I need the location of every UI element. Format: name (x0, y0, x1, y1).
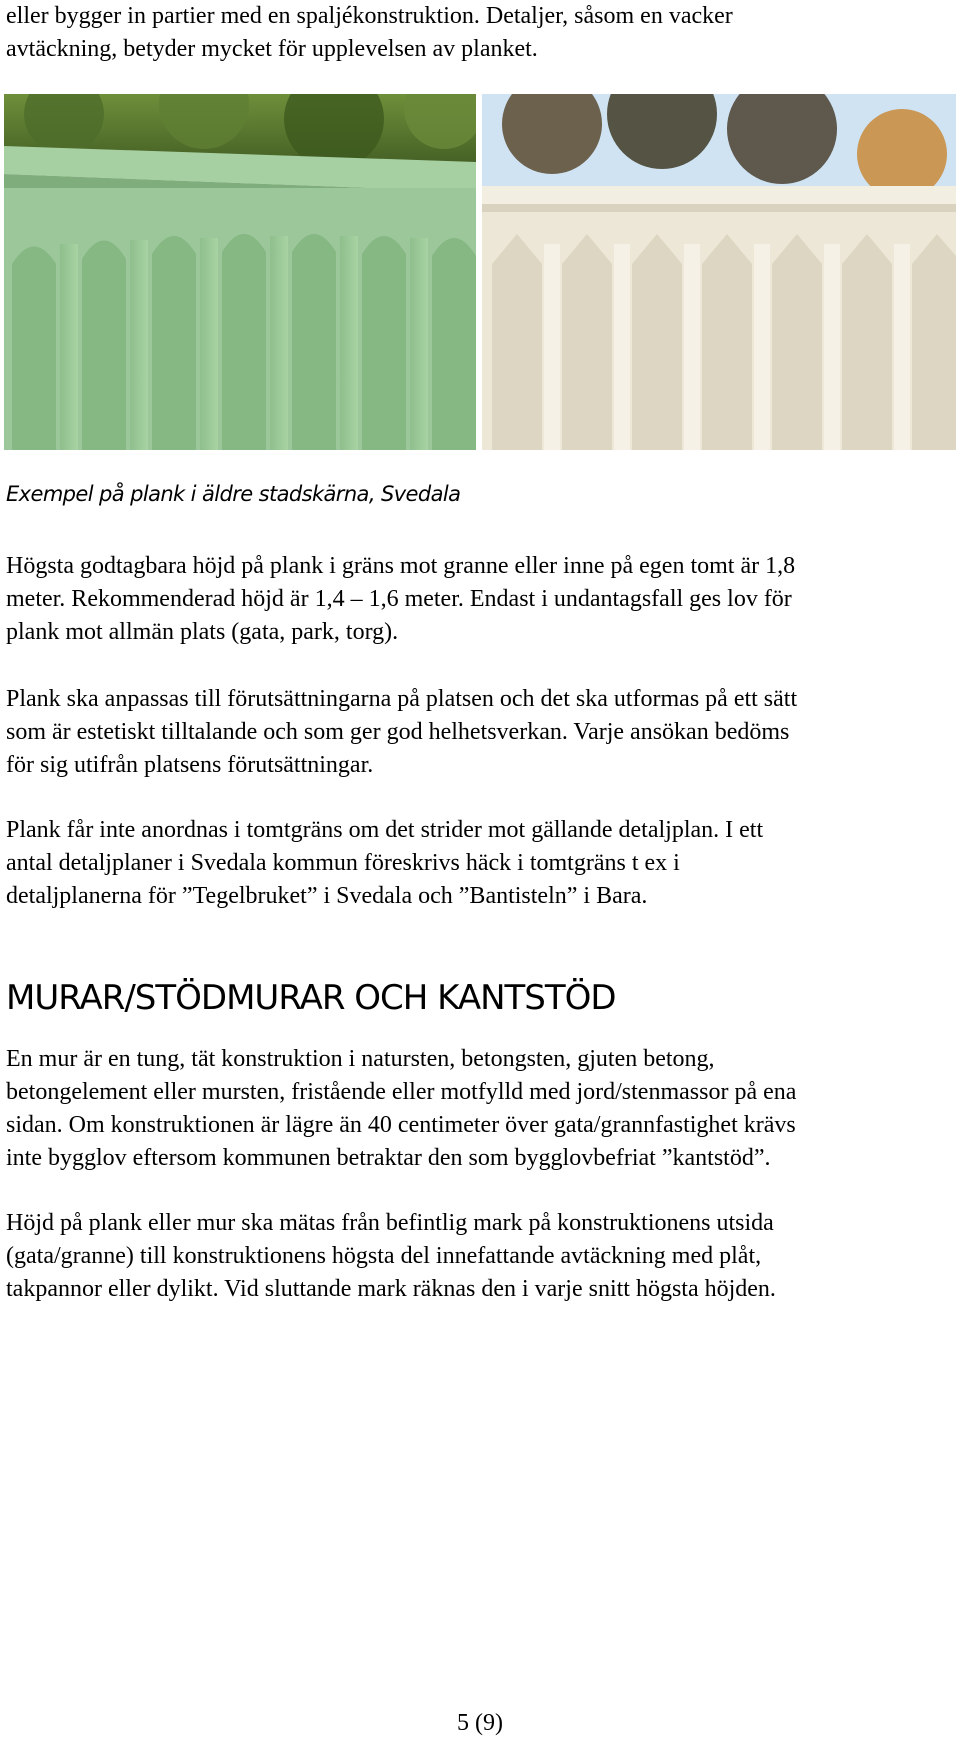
page-number: 5 (9) (457, 1710, 503, 1736)
body-paragraph: Höjd på plank eller mur ska mätas från befintlig mark på konstruktionens utsida (gata/granne) till konstruktionens högsta del innefattande avtäckning med plåt, takpannor eller dylikt. Vid sluttande mark räknas den i varje snitt högsta höjden. (6, 1210, 776, 1302)
body-paragraph: Plank får inte anordnas i tomtgräns om det strider mot gällande detaljplan. I ett antal detaljplaner i Svedala kommun föreskrivs häck i tomtgräns t ex i detaljplanerna för ”Tegelbruket” i Svedala och ”Bantisteln” i Bara. (6, 817, 764, 909)
green-fence-photo (4, 94, 476, 450)
intro-line: avtäckning, betyder mycket för upplevelsen av planket. (6, 36, 538, 62)
intro-paragraph (6, 0, 946, 66)
body-paragraph: En mur är en tung, tät konstruktion i natursten, betongsten, gjuten betong, betongelement eller mursten, fristående eller motfylld med jord/stenmassor på ena sidan. Om konstruktionen är lägre än 40 centimeter över gata/grannfastighet krävs inte bygglov eftersom kommunen betraktar den som bygglovbefriat ”kantstöd”. (6, 1046, 797, 1171)
body-paragraph: Plank ska anpassas till förutsättningarna på platsen och det ska utformas på ett sätt som är estetiskt tilltalande och som ger god helhetsverkan. Varje ansökan bedöms för sig utifrån platsens förutsättningar. (6, 686, 798, 778)
photo-caption: Exempel på plank i äldre stadskärna, Svedala (6, 482, 461, 506)
section-heading: MURAR/STÖDMURAR OCH KANTSTÖD (6, 978, 616, 1018)
cream-fence-photo (482, 94, 956, 450)
intro-line: eller bygger in partier med en spaljékonstruktion. Detaljer, såsom en vacker (6, 3, 733, 29)
body-paragraph: Högsta godtagbara höjd på plank i gräns mot granne eller inne på egen tomt är 1,8 meter. Rekommenderad höjd är 1,4 – 1,6 meter. Endast i undantagsfall ges lov för plank mot allmän plats (gata, park, torg). (6, 553, 796, 645)
